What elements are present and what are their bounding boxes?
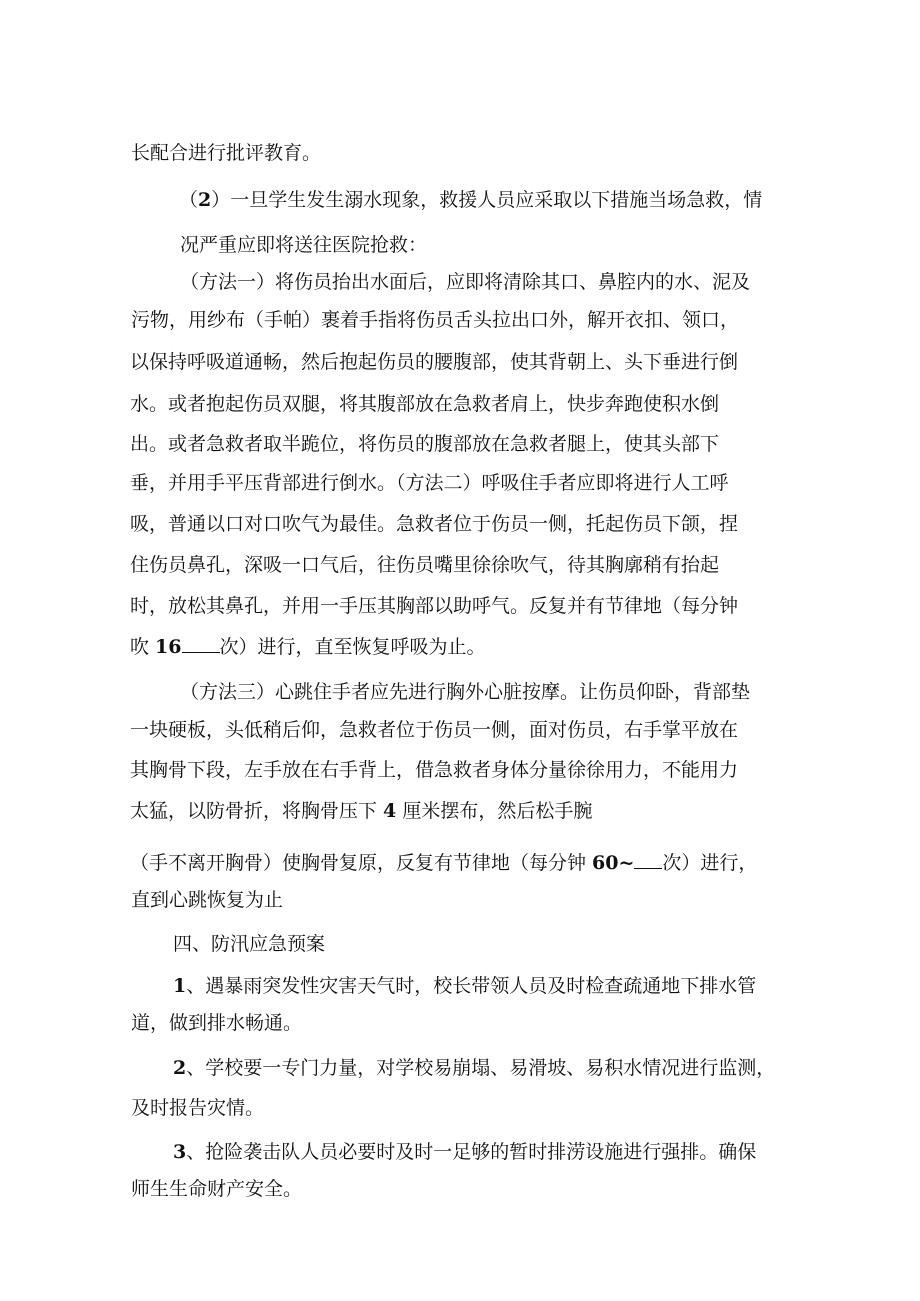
number-bold: 60~ — [592, 852, 635, 874]
list-number: 2 — [198, 189, 212, 211]
text-segment: 道，做到排水畅通。 — [131, 1012, 303, 1034]
text-segment: 厘米摆布，然后松手腕 — [396, 800, 593, 822]
text-segment: 次）进行，直至恢复呼吸为止。 — [219, 636, 486, 658]
number-bold: 16 — [155, 636, 182, 658]
text-line — [179, 188, 762, 212]
list-number: 3 — [173, 1141, 187, 1163]
text-line — [130, 350, 738, 374]
text-segment: （ — [179, 189, 199, 211]
text-segment: 水。或者抱起伤员双腿，将其腹部放在急救者肩上，快步奔跑使积水倒 — [130, 393, 720, 415]
text-segment: 、学校要一专门力量，对学校易崩塌、易滑坡、易积水情况进行监测， — [186, 1057, 776, 1079]
text-segment: 以保持呼吸道通畅，然后抱起伤员的腰腹部，使其背朝上、头下垂进行倒 — [130, 351, 739, 373]
text-segment: 住伤员鼻孔，深吸一口气后，往伤员嘴里徐徐吹气，待其胸廓稍有抬起 — [130, 554, 720, 576]
text-segment: 况严重应即将送往医院抢救： — [180, 234, 428, 256]
text-line — [131, 1177, 302, 1201]
text-line — [130, 594, 738, 618]
text-segment: 、遇暴雨突发性灾害天气时，校长带领人员及时检查疏通地下排水管 — [186, 975, 757, 997]
text-line — [130, 553, 719, 577]
text-segment: 、抢险袭击队人员必要时及时一足够的暂时排涝设施进行强排。确保 — [186, 1141, 757, 1163]
text-segment: 吸，普通以口对口吹气为最佳。急救者位于伤员一侧，托起伤员下颌，捏 — [130, 513, 739, 535]
text-line — [130, 635, 486, 659]
list-number: 1 — [173, 975, 187, 997]
text-line — [130, 471, 729, 495]
text-segment: （方法三）心跳住手者应先进行胸外心脏按摩。让伤员仰卧，背部垫 — [180, 681, 751, 703]
text-segment: 污物，用纱布（手帕）裹着手指将伤员舌头拉出口外，解开衣扣、领口， — [131, 309, 740, 331]
text-line — [130, 799, 592, 823]
text-line — [180, 233, 427, 257]
text-line — [131, 888, 283, 912]
text-segment: （方法一）将伤员抬出水面后，应即将清除其口、鼻腔内的水、泥及 — [180, 271, 751, 293]
text-line — [130, 512, 738, 536]
text-segment: ）一旦学生发生溺水现象，救援人员应采取以下措施当场急救，情 — [211, 189, 763, 211]
text-line — [180, 680, 750, 704]
text-line — [131, 1011, 302, 1035]
text-segment: 出。或者急救者取半跪位，将伤员的腹部放在急救者腿上，使其头部下 — [130, 433, 720, 455]
fill-in-blank — [182, 636, 220, 653]
text-segment: 其胸骨下段，左手放在右手背上，借急救者身体分量徐徐用力，不能用力 — [130, 759, 739, 781]
text-segment: 次）进行， — [662, 852, 758, 874]
text-segment: 长配合进行批评教育。 — [131, 142, 322, 164]
text-segment: 时，放松其鼻孔，并用一手压其胸部以助呼气。反复并有节律地（每分钟 — [130, 595, 739, 617]
text-segment: 吹 — [130, 636, 156, 658]
text-segment: 及时报告灾情。 — [131, 1097, 265, 1119]
text-line — [180, 270, 750, 294]
text-line — [131, 308, 739, 332]
text-segment: （手不离开胸骨）使胸骨复原，反复有节律地（每分钟 — [130, 852, 593, 874]
section-heading — [173, 932, 325, 956]
text-line — [131, 1096, 264, 1120]
text-line — [130, 758, 738, 782]
text-line — [130, 392, 719, 416]
text-line — [130, 432, 719, 456]
text-line — [130, 718, 738, 742]
text-line — [173, 1056, 775, 1080]
list-number: 2 — [173, 1057, 187, 1079]
text-line — [131, 141, 321, 165]
text-line — [173, 1140, 756, 1164]
text-line — [173, 974, 756, 998]
text-segment: 直到心跳恢复为止 — [131, 889, 284, 911]
text-segment: 垂，并用手平压背部进行倒水。（方法二）呼吸住手者应即将进行人工呼 — [130, 472, 729, 494]
text-line — [130, 851, 757, 875]
text-segment: 师生生命财产安全。 — [131, 1178, 303, 1200]
fill-in-blank — [634, 852, 662, 869]
text-segment: 一块硬板，头低稍后仰，急救者位于伤员一侧，面对伤员，右手掌平放在 — [130, 719, 739, 741]
text-segment: 四、防汛应急预案 — [173, 933, 326, 955]
text-segment: 太猛，以防骨折，将胸骨压下 — [130, 800, 384, 822]
number-bold: 4 — [383, 800, 397, 822]
